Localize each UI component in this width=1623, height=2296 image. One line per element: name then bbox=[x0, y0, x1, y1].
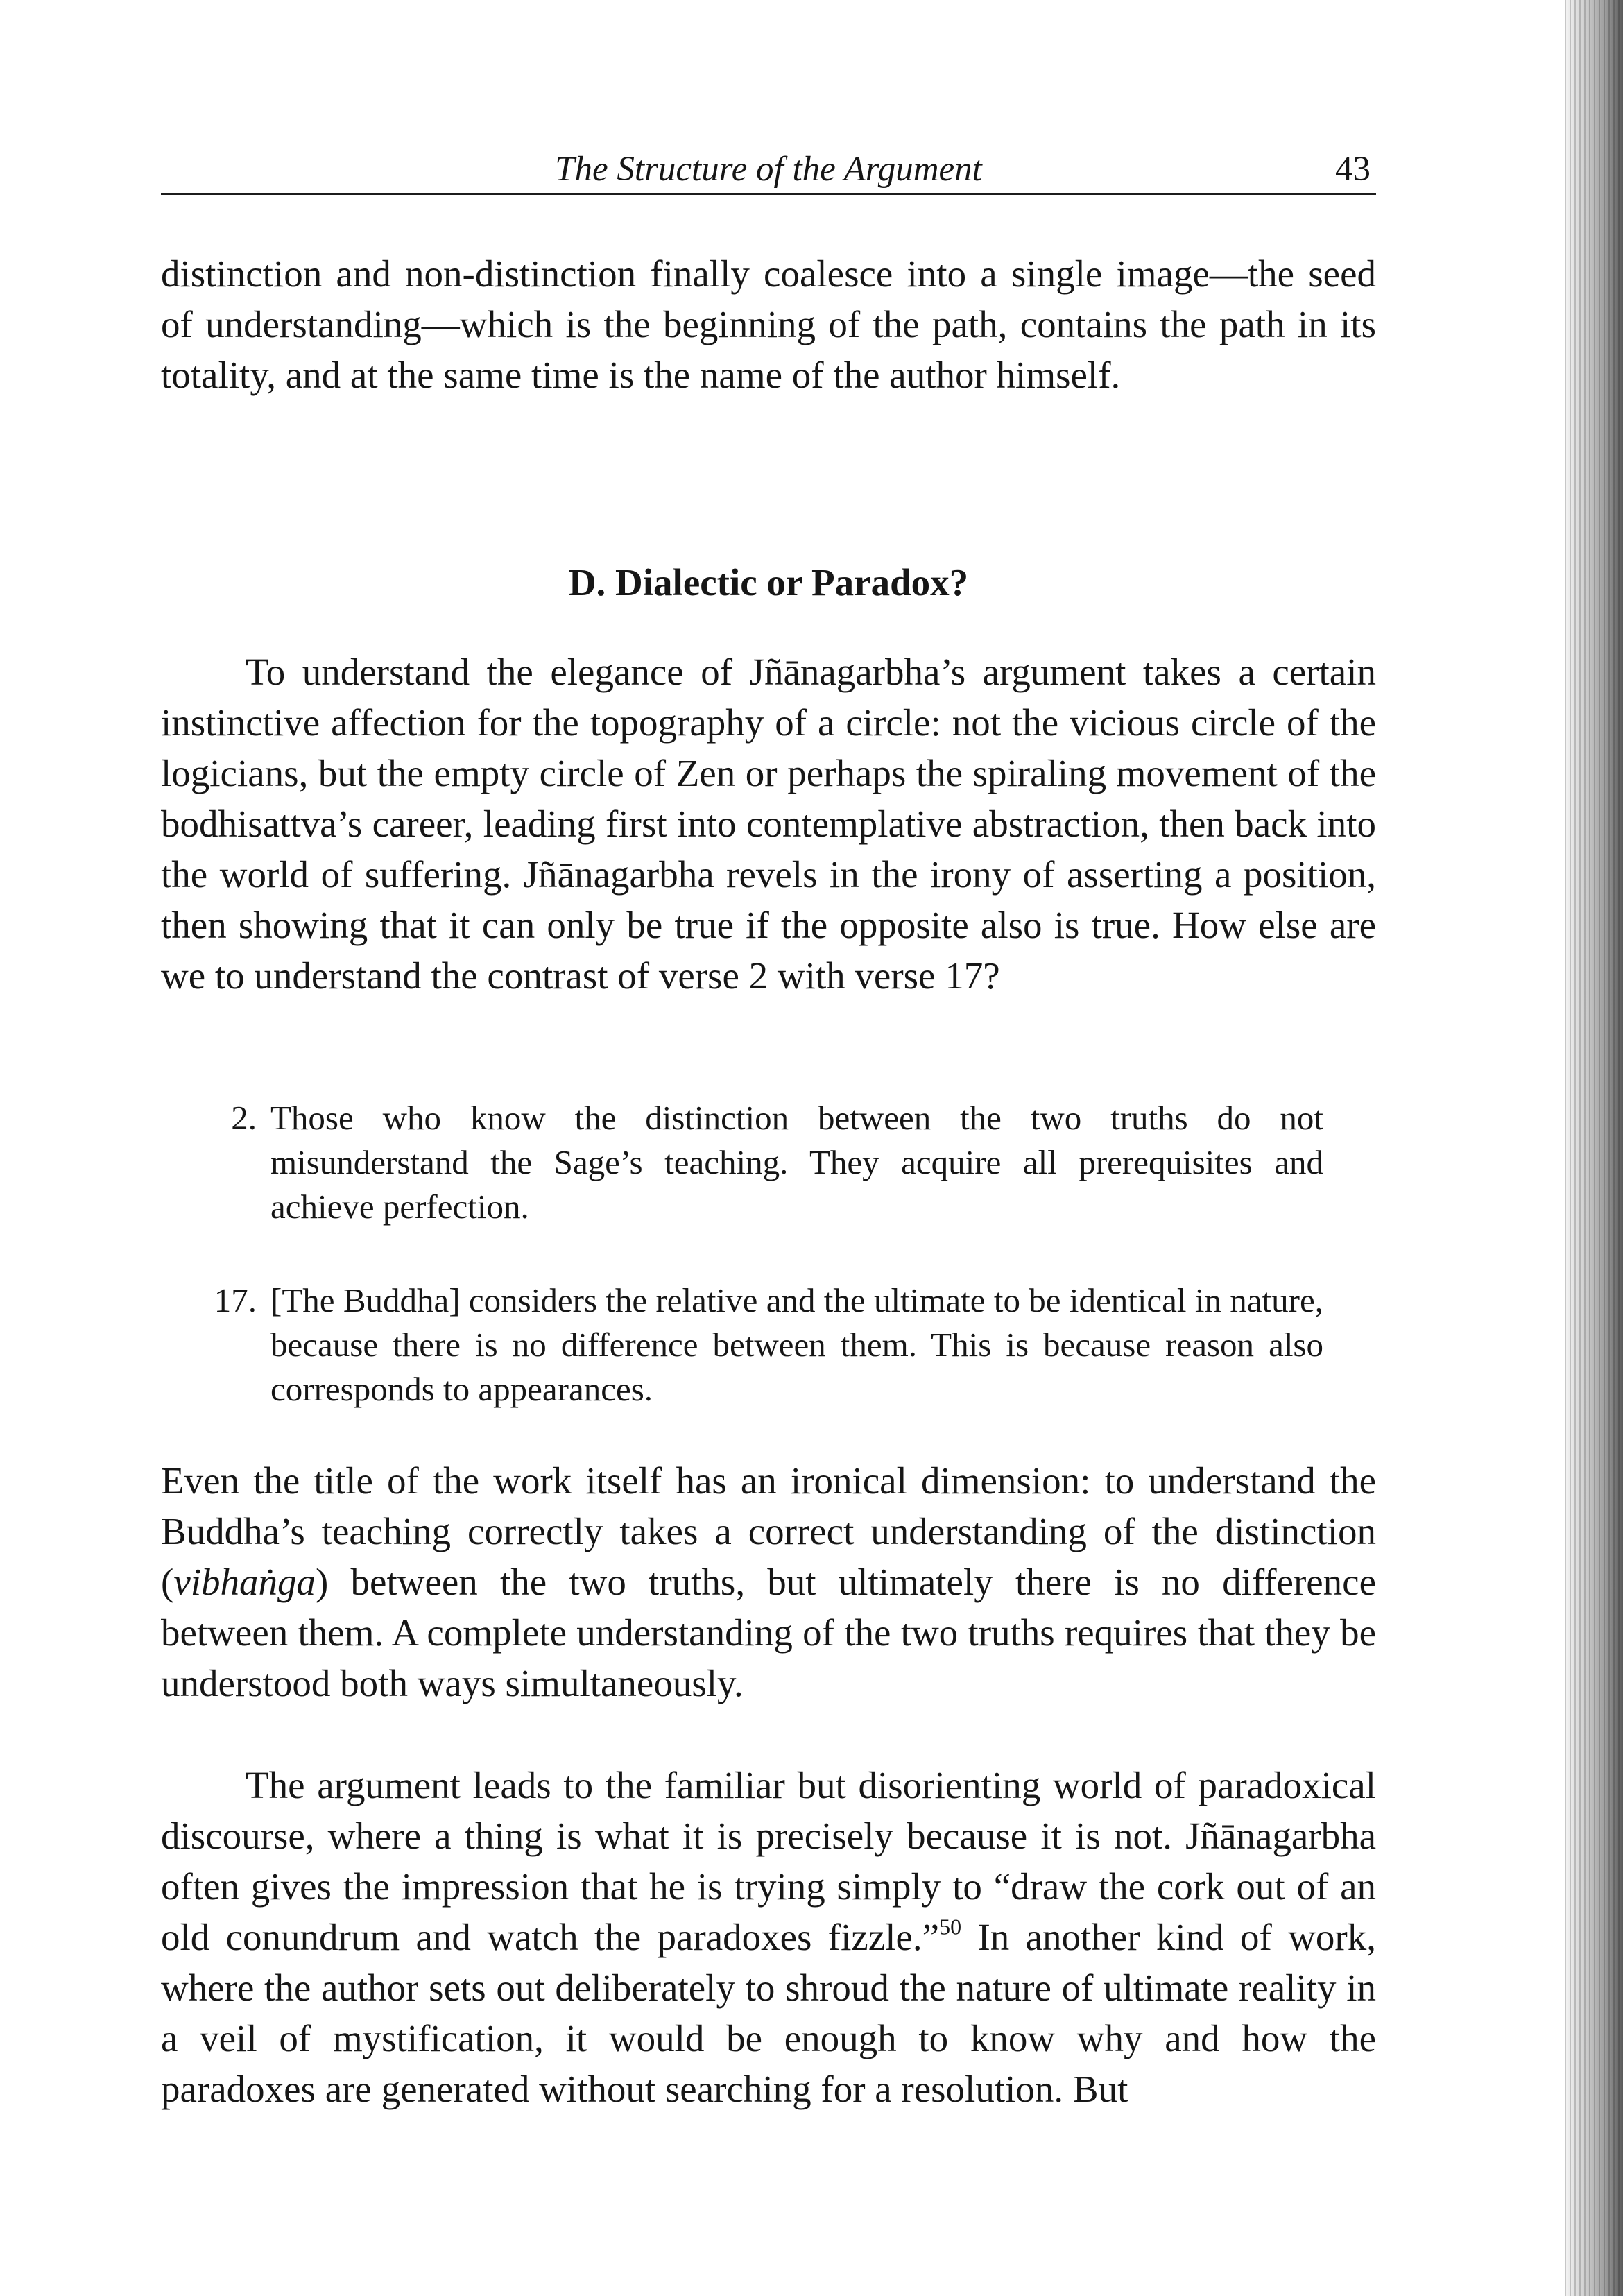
verse-2 bbox=[231, 1096, 1323, 1229]
paragraph-text: ) between the two truths, but ultimately there is no difference between them. A complete understanding of the two truths requires that they be understood both ways simultaneously. bbox=[161, 1561, 1376, 1704]
paragraph-paradox bbox=[161, 1760, 1376, 2114]
verse-number: 2. bbox=[231, 1099, 257, 1137]
footnote-reference: 50 bbox=[939, 1914, 962, 1939]
running-header bbox=[161, 148, 1376, 195]
paragraph-text: Even the title of the work itself has an ironical dimension: to understand the Buddha’s teaching correctly takes a correct understanding of the distinction ( bbox=[161, 1459, 1376, 1603]
verse-text: [The Buddha] considers the relative and the ultimate to be identical in nature, because there is no difference between them. This is because reason also corresponds to appearances. bbox=[270, 1281, 1323, 1408]
page-number: 43 bbox=[1335, 150, 1371, 189]
verse-number: 17. bbox=[214, 1281, 257, 1319]
scan-edge-shadow bbox=[1565, 0, 1623, 2296]
paragraph-text: In another kind of work, where the author sets out deliberately to shroud the nature of ultimate reality in a veil of mystification, it would be enough to know why and how the paradoxes are generated without searching for a resolution. But bbox=[161, 1916, 1376, 2110]
verse-text: Those who know the distinction between the two truths do not misunderstand the Sage’s teaching. They acquire all prerequisites and achieve perfection. bbox=[270, 1099, 1323, 1226]
paragraph-elegance: To understand the elegance of Jñānagarbha’s argument takes a certain instinctive affection for the topography of a circle: not the vicious circle of the logicians, but the empty circle of Zen or perhaps the spiraling movement of the bodhisattva’s career, leading first into contemplative abstraction, then back into the world of suffering. Jñānagarbha revels in the irony of asserting a position, then showing that it can only be true if the opposite also is true. How else are we to understand the contrast of verse 2 with verse 17? bbox=[161, 651, 1376, 997]
paragraph-continuation: distinction and non-distinction finally coalesce into a single image—the seed of understanding—which is the beginning of the path, contains the path in its totality, and at the same time is the name of the author himself. bbox=[161, 252, 1376, 396]
verse-17 bbox=[214, 1278, 1323, 1412]
running-title: The Structure of the Argument bbox=[555, 150, 982, 189]
section-heading: D. Dialectic or Paradox? bbox=[568, 561, 969, 603]
paragraph-title-irony bbox=[161, 1455, 1376, 1708]
sanskrit-term: vibhaṅga bbox=[173, 1561, 316, 1603]
paragraph-text: The argument leads to the familiar but disorienting world of paradoxical discourse, where a thing is what it is precisely because it is not. Jñānagarbha often gives the impression that he is trying simply to “draw the cork out of an old conundrum and watch the paradoxes fizzle.” bbox=[161, 1764, 1376, 1958]
